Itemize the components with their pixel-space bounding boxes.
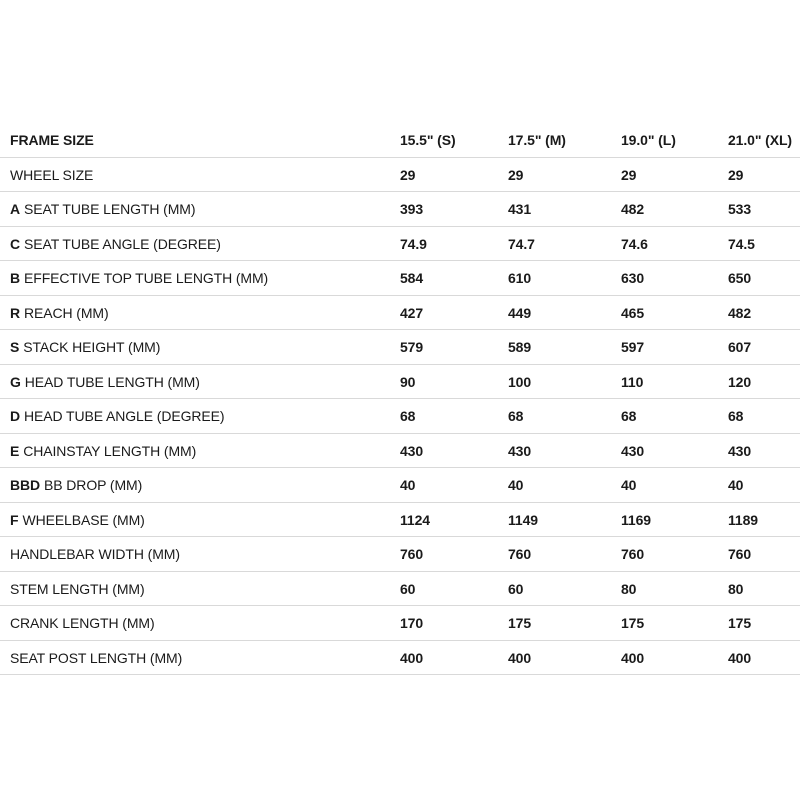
value-size-m: 29	[508, 166, 524, 183]
row-label-text: HANDLEBAR WIDTH (MM)	[10, 546, 180, 562]
row-label	[10, 192, 195, 227]
value-size-m: 40	[508, 477, 524, 493]
value-size-xl: 120	[728, 373, 752, 390]
value-size-s: 29	[400, 166, 416, 183]
row-label-text: WHEELBASE (MM)	[22, 511, 145, 528]
value-size-l: 630	[621, 270, 645, 286]
dimension-code: F	[10, 511, 19, 528]
dimension-code: E	[10, 442, 20, 459]
row-label	[10, 296, 109, 331]
table-row	[0, 330, 800, 365]
value-size-s: 430	[400, 442, 424, 459]
row-label	[10, 158, 93, 193]
value-size-xl: 68	[728, 408, 744, 424]
header-size-xl: 21.0" (XL)	[728, 132, 792, 148]
table-row	[0, 468, 800, 503]
row-label	[10, 330, 160, 365]
value-size-xl: 430	[728, 442, 752, 459]
value-size-l: 29	[621, 166, 637, 183]
value-size-s: 760	[400, 546, 424, 562]
row-label	[10, 399, 224, 434]
value-size-s: 584	[400, 270, 424, 286]
header-size-l: 19.0" (L)	[621, 132, 676, 148]
value-size-xl: 650	[728, 270, 752, 286]
value-size-xl: 533	[728, 201, 752, 217]
row-label-text: SEAT POST LENGTH (MM)	[10, 649, 183, 666]
row-label-text: EFFECTIVE TOP TUBE LENGTH (MM)	[24, 270, 269, 286]
table-header-row	[0, 123, 800, 158]
value-size-s: 60	[400, 580, 416, 597]
dimension-code: A	[10, 201, 21, 217]
value-size-l: 482	[621, 201, 645, 217]
row-label	[10, 468, 142, 503]
value-size-l: 465	[621, 304, 645, 321]
value-size-m: 74.7	[508, 235, 535, 252]
row-label	[10, 572, 145, 607]
value-size-xl: 80	[728, 580, 744, 597]
value-size-s: 400	[400, 649, 424, 666]
value-size-l: 597	[621, 339, 645, 355]
geometry-table	[0, 123, 800, 675]
table-row	[0, 434, 800, 469]
row-label-text: STACK HEIGHT (MM)	[23, 339, 161, 355]
value-size-l: 175	[621, 615, 645, 631]
value-size-l: 74.6	[621, 235, 648, 252]
value-size-l: 1169	[621, 511, 651, 528]
row-label	[10, 606, 155, 641]
row-label-text: BB DROP (MM)	[44, 477, 143, 493]
table-row	[0, 296, 800, 331]
value-size-l: 760	[621, 546, 645, 562]
value-size-s: 1124	[400, 511, 430, 528]
value-size-xl: 175	[728, 615, 752, 631]
value-size-s: 74.9	[400, 235, 427, 252]
table-row	[0, 227, 800, 262]
row-label-text: HEAD TUBE ANGLE (DEGREE)	[24, 408, 225, 424]
value-size-s: 40	[400, 477, 416, 493]
value-size-m: 589	[508, 339, 532, 355]
table-row	[0, 158, 800, 193]
row-label	[10, 434, 196, 469]
value-size-xl: 29	[728, 166, 744, 183]
value-size-s: 68	[400, 408, 416, 424]
table-row	[0, 503, 800, 538]
row-label-text: SEAT TUBE ANGLE (DEGREE)	[24, 235, 221, 252]
value-size-xl: 607	[728, 339, 752, 355]
value-size-m: 60	[508, 580, 524, 597]
header-size-s: 15.5" (S)	[400, 132, 456, 148]
row-label-text: CHAINSTAY LENGTH (MM)	[23, 442, 197, 459]
dimension-code: S	[10, 339, 20, 355]
table-row	[0, 399, 800, 434]
value-size-l: 430	[621, 442, 645, 459]
value-size-s: 90	[400, 373, 416, 390]
row-label-text: REACH (MM)	[24, 304, 109, 321]
value-size-m: 68	[508, 408, 524, 424]
row-label-text: WHEEL SIZE	[10, 166, 94, 183]
value-size-s: 579	[400, 339, 424, 355]
value-size-l: 68	[621, 408, 637, 424]
table-row	[0, 572, 800, 607]
row-label-text: HEAD TUBE LENGTH (MM)	[24, 373, 200, 390]
table-row	[0, 365, 800, 400]
dimension-code: G	[10, 373, 21, 390]
row-label	[10, 537, 180, 572]
value-size-xl: 400	[728, 649, 752, 666]
value-size-xl: 760	[728, 546, 752, 562]
row-label-text: SEAT TUBE LENGTH (MM)	[24, 201, 196, 217]
value-size-l: 110	[621, 373, 644, 390]
header-size-m: 17.5" (M)	[508, 132, 566, 148]
table-row	[0, 641, 800, 676]
dimension-code: D	[10, 408, 21, 424]
value-size-m: 400	[508, 649, 532, 666]
value-size-m: 449	[508, 304, 532, 321]
value-size-m: 175	[508, 615, 532, 631]
value-size-m: 760	[508, 546, 532, 562]
value-size-m: 430	[508, 442, 532, 459]
value-size-l: 400	[621, 649, 645, 666]
table-row	[0, 606, 800, 641]
table-row	[0, 537, 800, 572]
value-size-m: 431	[508, 201, 532, 217]
table-row	[0, 261, 800, 296]
row-label	[10, 261, 268, 296]
value-size-xl: 1189	[728, 511, 758, 528]
row-label	[10, 641, 182, 676]
value-size-m: 1149	[508, 511, 538, 528]
value-size-xl: 482	[728, 304, 752, 321]
value-size-xl: 74.5	[728, 235, 755, 252]
value-size-l: 80	[621, 580, 637, 597]
value-size-s: 170	[400, 615, 424, 631]
dimension-code: C	[10, 235, 21, 252]
table-row	[0, 192, 800, 227]
value-size-m: 610	[508, 270, 532, 286]
row-label	[10, 365, 200, 400]
header-label: FRAME SIZE	[10, 132, 94, 148]
row-label-text: CRANK LENGTH (MM)	[10, 615, 155, 631]
value-size-l: 40	[621, 477, 637, 493]
dimension-code: R	[10, 304, 21, 321]
value-size-xl: 40	[728, 477, 744, 493]
dimension-code: BBD	[10, 477, 41, 493]
value-size-m: 100	[508, 373, 532, 390]
row-label-text: STEM LENGTH (MM)	[10, 580, 145, 597]
dimension-code: B	[10, 270, 21, 286]
value-size-s: 427	[400, 304, 424, 321]
value-size-s: 393	[400, 201, 424, 217]
row-label	[10, 503, 145, 538]
row-label	[10, 227, 221, 262]
